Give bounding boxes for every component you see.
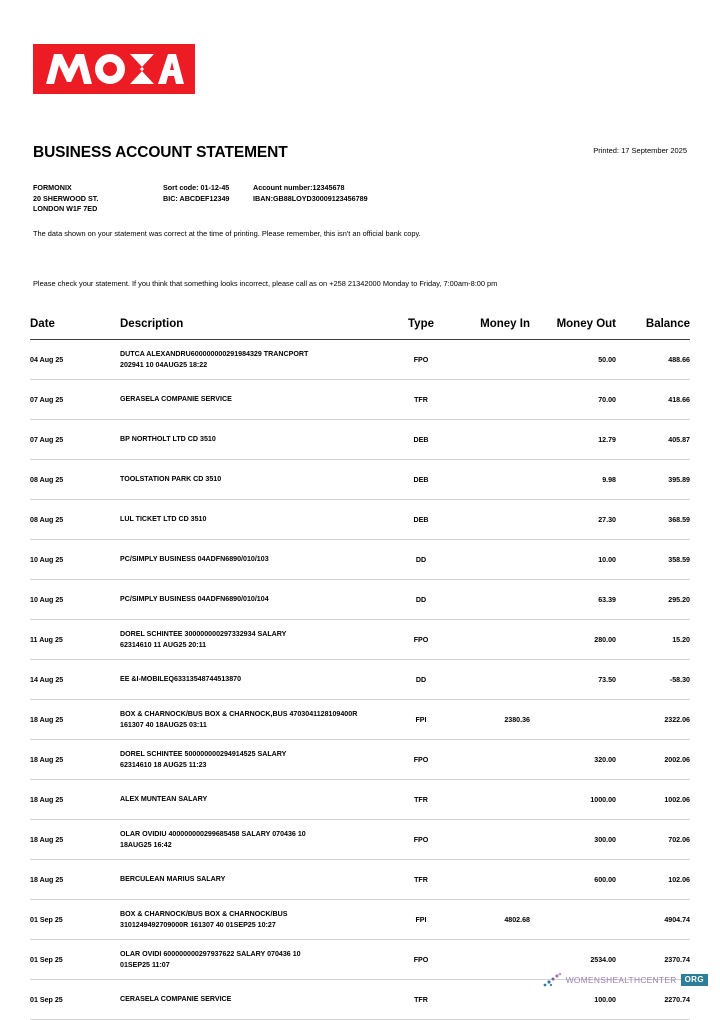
cell-money-in [452, 620, 530, 660]
contact-notice: Please check your statement. If you think that something looks incorrect, please call as on +258 21342000 Monday to Friday, 7:00am-8:00 pm [33, 279, 498, 288]
table-row [30, 700, 690, 740]
cell-description [120, 700, 390, 740]
cell-date: 07 Aug 25 [30, 380, 120, 420]
cell-date: 11 Aug 25 [30, 620, 120, 660]
description-line-2: 202941 10 04AUG25 18:22 [120, 360, 208, 369]
column-header-date: Date [30, 312, 120, 340]
moza-wordmark-icon [44, 52, 184, 86]
column-header-money-out: Money Out [530, 312, 616, 340]
cell-money-out: 12.79 [530, 420, 616, 460]
cell-balance: 368.59 [616, 500, 690, 540]
cell-date: 08 Aug 25 [30, 500, 120, 540]
watermark-text: WOMENSHEALTHCENTER [565, 975, 677, 985]
iban-code: IBAN:GB88LOYD30009123456789 [253, 193, 368, 203]
cell-balance: 295.20 [616, 580, 690, 620]
cell-money-out: 70.00 [530, 380, 616, 420]
description-line-1: BP NORTHOLT LTD CD 3510 [120, 435, 216, 444]
cell-balance: 488.66 [616, 340, 690, 380]
description-line-2: 62314610 11 AUG25 20:11 [120, 640, 207, 649]
cell-balance: 418.66 [616, 380, 690, 420]
cell-money-in [452, 380, 530, 420]
table-row [30, 420, 690, 460]
cell-description [120, 620, 390, 660]
cell-money-out: 600.00 [530, 860, 616, 900]
cell-money-out: 300.00 [530, 820, 616, 860]
dots-icon [542, 971, 564, 989]
description-line-1: OLAR OVIDIU 400000000299685458 SALARY 070436 10 [120, 830, 306, 838]
cell-type: FPO [390, 620, 452, 660]
cell-balance: 405.87 [616, 420, 690, 460]
table-row [30, 740, 690, 780]
account-holder-address [33, 183, 163, 215]
cell-date: 01 Sep 25 [30, 940, 120, 980]
cell-type: FPI [390, 900, 452, 940]
cell-type: FPI [390, 700, 452, 740]
cell-balance: -58.30 [616, 660, 690, 700]
cell-balance: 4904.74 [616, 900, 690, 940]
holder-address-line1: 20 SHERWOOD ST. [33, 193, 99, 203]
cell-type: DD [390, 580, 452, 620]
cell-money-out [530, 700, 616, 740]
cell-type: TFR [390, 780, 452, 820]
cell-description [120, 900, 390, 940]
description-line-1: PC/SIMPLY BUSINESS 04ADFN6890/010/103 [120, 555, 269, 564]
cell-balance: 102.06 [616, 860, 690, 900]
cell-date: 04 Aug 25 [30, 340, 120, 380]
cell-type: DD [390, 540, 452, 580]
cell-balance: 1002.06 [616, 780, 690, 820]
cell-description [120, 460, 390, 500]
table-row [30, 780, 690, 820]
cell-type: DEB [390, 460, 452, 500]
description-line-2: 18AUG25 16:42 [120, 840, 172, 849]
cell-balance: 702.06 [616, 820, 690, 860]
cell-description [120, 860, 390, 900]
description-line-2: 161307 40 18AUG25 03:11 [120, 720, 207, 729]
cell-money-in: 4802.68 [452, 900, 530, 940]
table-row [30, 900, 690, 940]
table-row [30, 580, 690, 620]
cell-money-in [452, 460, 530, 500]
cell-date: 10 Aug 25 [30, 580, 120, 620]
description-line-1: OLAR OVIDI 600000000297937622 SALARY 070436 10 [120, 950, 301, 958]
cell-balance: 15.20 [616, 620, 690, 660]
cell-date: 01 Sep 25 [30, 900, 120, 940]
cell-money-in: 2380.36 [452, 700, 530, 740]
description-line-1: GERASELA COMPANIE SERVICE [120, 395, 232, 404]
cell-money-in [452, 580, 530, 620]
cell-money-out: 100.00 [530, 980, 616, 1020]
cell-type: TFR [390, 980, 452, 1020]
bank-details [163, 183, 368, 215]
cell-type: DEB [390, 500, 452, 540]
cell-type: FPO [390, 340, 452, 380]
table-row [30, 500, 690, 540]
table-row [30, 860, 690, 900]
cell-type: TFR [390, 860, 452, 900]
cell-description [120, 500, 390, 540]
cell-money-out: 9.98 [530, 460, 616, 500]
cell-money-in [452, 420, 530, 460]
cell-description [120, 540, 390, 580]
column-header-description: Description [120, 312, 390, 340]
cell-money-out: 27.30 [530, 500, 616, 540]
cell-date: 14 Aug 25 [30, 660, 120, 700]
cell-money-in [452, 820, 530, 860]
bank-logo [33, 44, 195, 94]
table-header [30, 312, 690, 340]
table-row [30, 340, 690, 380]
description-line-2: 62314610 18 AUG25 11:23 [120, 760, 207, 769]
cell-balance: 2322.06 [616, 700, 690, 740]
sort-code: Sort code: 01-12-45 [163, 183, 230, 192]
cell-date: 18 Aug 25 [30, 740, 120, 780]
transactions-table [30, 312, 690, 1020]
cell-money-in [452, 780, 530, 820]
cell-type: DEB [390, 420, 452, 460]
watermark-badge: ORG [681, 974, 708, 986]
cell-money-out: 280.00 [530, 620, 616, 660]
cell-type: FPO [390, 740, 452, 780]
description-line-2: 3101249492709000R 161307 40 01SEP25 10:27 [120, 920, 276, 929]
logo-background [33, 44, 195, 94]
cell-money-out: 63.39 [530, 580, 616, 620]
cell-money-out: 10.00 [530, 540, 616, 580]
page-title: BUSINESS ACCOUNT STATEMENT [33, 144, 288, 161]
account-info-block [33, 183, 687, 215]
description-line-1: TOOLSTATION PARK CD 3510 [120, 475, 222, 484]
cell-money-out: 73.50 [530, 660, 616, 700]
cell-balance: 395.89 [616, 460, 690, 500]
description-line-1: LUL TICKET LTD CD 3510 [120, 515, 207, 524]
cell-date: 07 Aug 25 [30, 420, 120, 460]
description-line-1: EE &I-MOBILEQ63313548744513870 [120, 675, 242, 684]
cell-description [120, 380, 390, 420]
cell-date: 18 Aug 25 [30, 860, 120, 900]
column-header-balance: Balance [616, 312, 690, 340]
cell-money-in [452, 340, 530, 380]
description-line-1: PC/SIMPLY BUSINESS 04ADFN6890/010/104 [120, 595, 269, 604]
cell-type: DD [390, 660, 452, 700]
cell-money-in [452, 660, 530, 700]
cell-money-out: 50.00 [530, 340, 616, 380]
cell-money-out: 320.00 [530, 740, 616, 780]
cell-date: 18 Aug 25 [30, 780, 120, 820]
cell-money-in [452, 500, 530, 540]
statement-disclaimer: The data shown on your statement was correct at the time of printing. Please remember, this isn't an official bank copy. [33, 229, 421, 238]
description-line-1: BERCULEAN MARIUS SALARY [120, 875, 226, 884]
column-header-money-in: Money In [452, 312, 530, 340]
cell-balance: 2002.06 [616, 740, 690, 780]
footer-watermark [542, 968, 708, 992]
bic-code: BIC: ABCDEF12349 [163, 193, 230, 203]
description-line-1: CERASELA COMPANIE SERVICE [120, 995, 232, 1004]
table-header-row [30, 312, 690, 340]
cell-date: 10 Aug 25 [30, 540, 120, 580]
cell-balance: 358.59 [616, 540, 690, 580]
cell-money-in [452, 940, 530, 980]
table-row [30, 540, 690, 580]
title-row [33, 145, 687, 161]
transactions-table-wrapper [30, 312, 690, 1020]
table-row [30, 460, 690, 500]
cell-money-in [452, 540, 530, 580]
cell-type: TFR [390, 380, 452, 420]
column-header-type: Type [390, 312, 452, 340]
cell-description [120, 780, 390, 820]
holder-address-line2: LONDON W1F 7ED [33, 204, 98, 213]
description-line-1: DUTCA ALEXANDRU600000000291984329 TRANCPORT [120, 350, 309, 358]
cell-money-out: 2534.00 [530, 940, 616, 980]
holder-name: FORMONIX [33, 183, 72, 192]
table-body [30, 340, 690, 1020]
description-line-2: 01SEP25 11:07 [120, 960, 170, 969]
description-line-1: BOX & CHARNOCK/BUS BOX & CHARNOCK/BUS [120, 910, 288, 918]
cell-date: 01 Sep 25 [30, 980, 120, 1020]
cell-description [120, 820, 390, 860]
cell-description [120, 340, 390, 380]
cell-description [120, 580, 390, 620]
cell-balance: 2370.74 [616, 940, 690, 980]
cell-type: FPO [390, 820, 452, 860]
description-line-1: ALEX MUNTEAN SALARY [120, 795, 208, 804]
cell-description [120, 420, 390, 460]
table-row [30, 620, 690, 660]
account-number: Account number:12345678 [253, 183, 345, 192]
cell-balance: 2270.74 [616, 980, 690, 1020]
cell-date: 18 Aug 25 [30, 820, 120, 860]
cell-date: 08 Aug 25 [30, 460, 120, 500]
description-line-1: BOX & CHARNOCK/BUS BOX & CHARNOCK,BUS 4703041128109400R [120, 710, 358, 718]
cell-description [120, 940, 390, 980]
description-line-1: DOREL SCHINTEE 300000000297332934 SALARY [120, 630, 287, 638]
cell-money-out [530, 900, 616, 940]
description-line-1: DOREL SCHINTEE 500000000294914525 SALARY [120, 750, 287, 758]
printed-date: Printed: 17 September 2025 [593, 146, 687, 155]
cell-date: 18 Aug 25 [30, 700, 120, 740]
table-row [30, 380, 690, 420]
cell-description [120, 660, 390, 700]
table-row [30, 820, 690, 860]
table-row [30, 660, 690, 700]
cell-money-in [452, 860, 530, 900]
cell-description [120, 740, 390, 780]
cell-money-out: 1000.00 [530, 780, 616, 820]
cell-money-in [452, 740, 530, 780]
cell-type: FPO [390, 940, 452, 980]
